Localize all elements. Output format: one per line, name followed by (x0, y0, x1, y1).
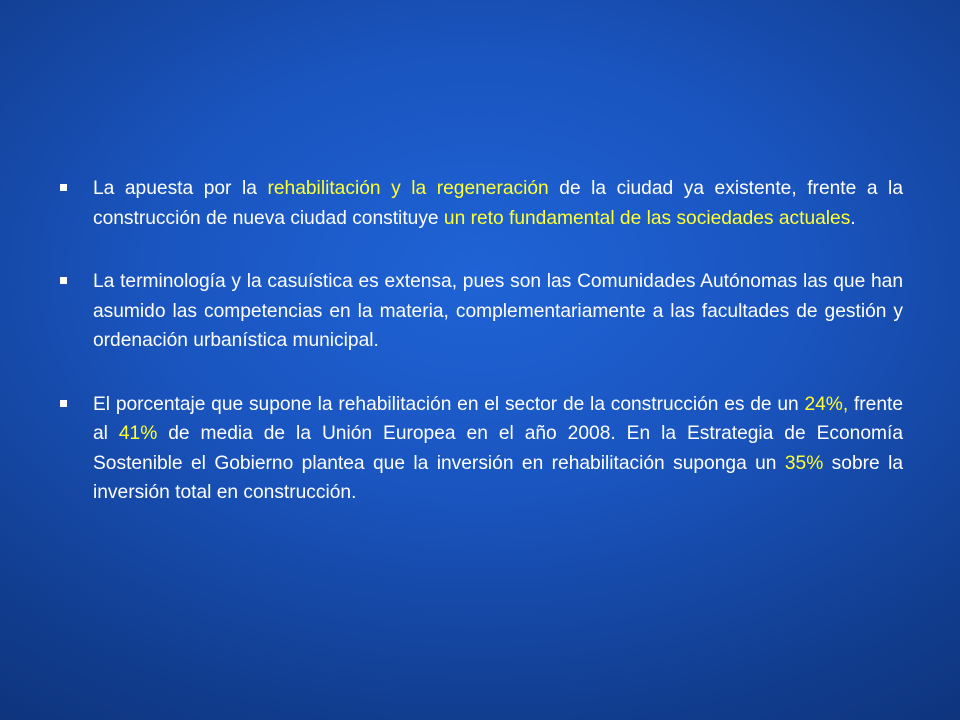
square-bullet-icon (60, 277, 67, 284)
bullet-text-segment: de media de la Unión Europea en el año 2008. En la Estrategia de Economía Sostenible el Gobierno plantea que la inversión en rehabilitación suponga un (93, 423, 903, 474)
highlighted-text: rehabilitación y la regeneración (267, 178, 549, 199)
bullet-list (60, 174, 903, 508)
bullet-item-porcentaje (60, 390, 903, 508)
bullet-text-segment: La terminología y la casuística es extensa, pues son las Comunidades Autónomas las que han asumido las competencias en la materia, complementariamente a las facultades de gestión y ordenación urbanística municipal. (93, 271, 903, 351)
bullet-text-segment: El porcentaje que supone la rehabilitación en el sector de la construcción es de un (93, 393, 805, 415)
bullet-item-terminologia (60, 267, 903, 356)
highlighted-percentage: 24%, (804, 393, 849, 415)
highlighted-percentage: 35% (784, 452, 824, 474)
square-bullet-icon (60, 400, 67, 407)
bullet-text-segment: sobre la inversión total en construcción. (93, 452, 904, 503)
highlighted-text: un reto fundamental de las sociedades actuales (443, 207, 851, 229)
square-bullet-icon (60, 184, 67, 191)
bullet-text-segment: . (850, 207, 856, 229)
bullet-item-rehabilitacion (60, 174, 903, 233)
highlighted-percentage: 41% (118, 423, 158, 444)
bullet-text-segment: La apuesta por la (93, 178, 268, 199)
bullet-text-segment: frente al (93, 393, 903, 444)
bullet-text-segment: de la ciudad ya existente, frente a la construcción de nueva ciudad constituye (93, 178, 903, 229)
